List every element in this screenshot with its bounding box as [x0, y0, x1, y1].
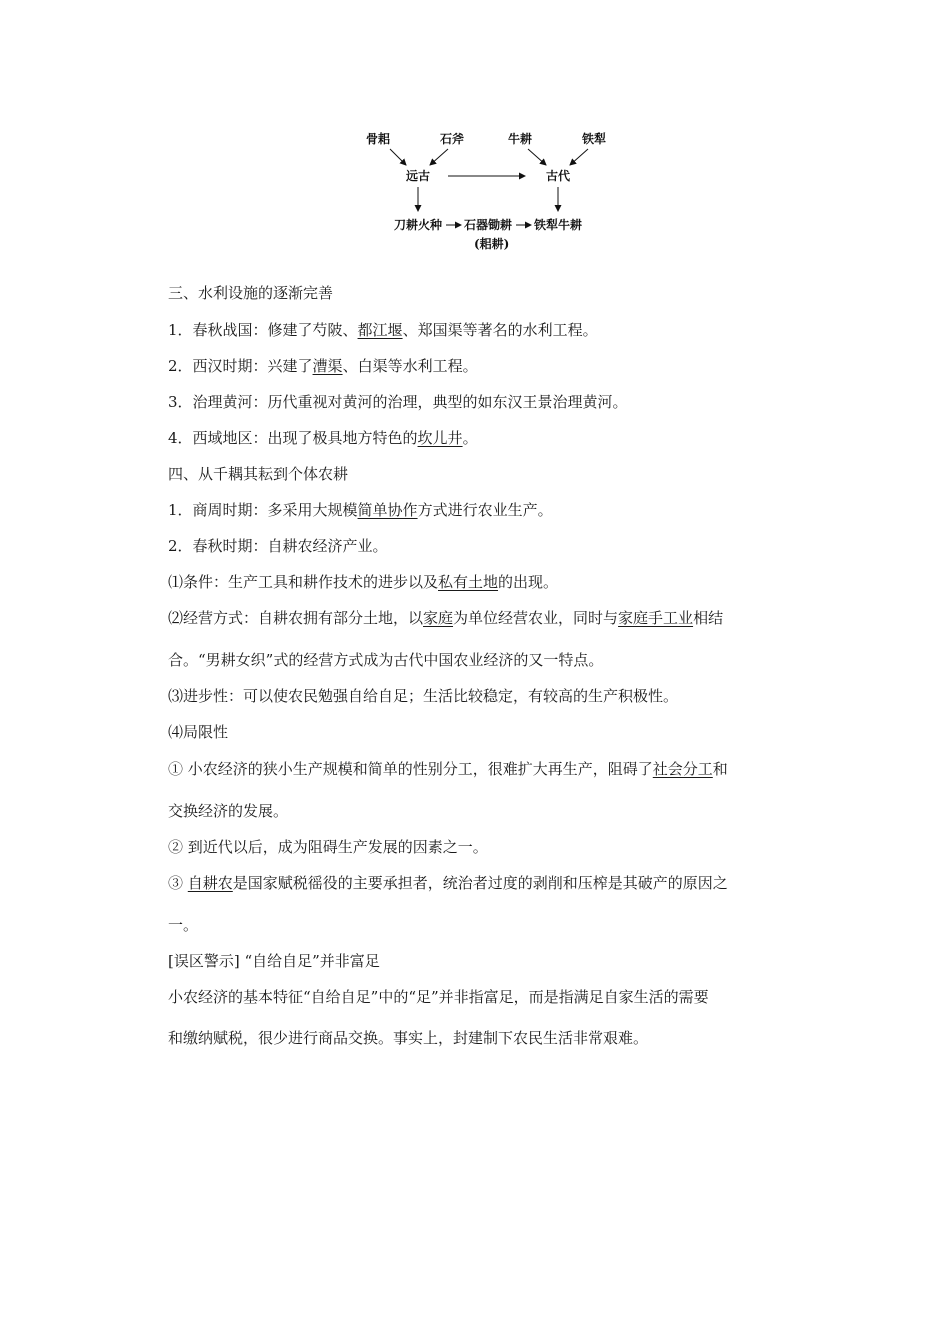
stage-slash-burn: 刀耕火种 — [394, 218, 443, 232]
answer-family-handicraft: 家庭手工业 — [618, 609, 694, 627]
era-antiquity: 古代 — [546, 169, 571, 183]
s3-item-1 — [168, 320, 598, 340]
s3-item-4-tail: 。 — [462, 429, 478, 447]
s4-point-2-tail: 相结 — [693, 609, 724, 627]
s4-point-4: ⑷局限性 — [168, 723, 229, 741]
s4-point-2-cont: 合。“男耕女织”式的经营方式成为古代中国农业经济的又一特点。 — [168, 651, 604, 669]
arrow-bone-to-ancient — [390, 149, 406, 165]
s4-point-1-text: ⑴条件：生产工具和耕作技术的进步以及 — [168, 573, 439, 591]
s3-item-1-tail: 、郑国渠等著名的水利工程。 — [402, 321, 598, 339]
stage-note: (耜耕) — [474, 237, 510, 251]
section-4-heading: 四、从千耦其耘到个体农耕 — [168, 465, 349, 483]
tool-iron-plough: 铁犁 — [582, 132, 607, 146]
s3-item-3: 3．治理黄河：历代重视对黄河的治理，典型的如东汉王景治理黄河。 — [168, 393, 628, 411]
warning-text-2: 和缴纳赋税，很少进行商品交换。事实上，封建制下农民生活非常艰难。 — [168, 1029, 649, 1047]
answer-family: 家庭 — [423, 609, 454, 627]
s4-point-2-mid: 为单位经营农业，同时与 — [453, 609, 619, 627]
answer-social-division: 社会分工 — [652, 760, 713, 778]
stage-stone-hoe: 石器锄耕 — [464, 218, 513, 232]
arrow-stone-to-ancient — [430, 149, 448, 165]
s3-item-4 — [168, 428, 478, 448]
warning-title: [误区警示] “自给自足”并非富足 — [168, 952, 380, 970]
s4-point-2 — [168, 608, 723, 628]
s4-point-3: ⑶进步性：可以使农民勉强自给自足；生活比较稳定，有较高的生产积极性。 — [168, 687, 679, 705]
answer-dujiangyan: 都江堰 — [357, 321, 403, 339]
s3-item-4-text: 4．西域地区：出现了极具地方特色的 — [168, 429, 418, 447]
answer-caoqu: 漕渠 — [312, 357, 343, 375]
s3-item-1-text: 1．春秋战国：修建了芍陂、 — [168, 321, 358, 339]
s4-point-2-text: ⑵经营方式：自耕农拥有部分土地，以 — [168, 609, 424, 627]
answer-private-land: 私有土地 — [438, 573, 499, 591]
limitation-3-text: 是国家赋税徭役的主要承担者，统治者过度的剥削和压榨是其破产的原因之 — [232, 874, 728, 892]
limitation-3-cont: 一。 — [168, 916, 199, 934]
era-remote-antiquity: 远古 — [406, 169, 431, 183]
arrow-iron-to-antiquity — [570, 149, 588, 165]
s4-point-1-tail: 的出现。 — [498, 573, 559, 591]
s3-item-2-tail: 、白渠等水利工程。 — [342, 357, 478, 375]
s4-item-2: 2．春秋时期：自耕农经济产业。 — [168, 537, 388, 555]
tool-stone-axe: 石斧 — [440, 132, 465, 146]
s4-point-1 — [168, 572, 558, 592]
diagram-svg — [360, 125, 607, 260]
limitation-1-text: ① 小农经济的狭小生产规模和简单的性别分工，很难扩大再生产，阻碍了 — [168, 760, 653, 778]
stage-iron-ox: 铁犁牛耕 — [534, 218, 583, 232]
s3-item-2-text: 2．西汉时期：兴建了 — [168, 357, 313, 375]
answer-simple-cooperation: 简单协作 — [357, 501, 418, 519]
tool-bone-spade: 骨耜 — [366, 132, 391, 146]
limitation-1-cont: 交换经济的发展。 — [168, 802, 289, 820]
tool-ox-plough: 牛耕 — [508, 132, 533, 146]
limitation-2: ② 到近代以后，成为阻碍生产发展的因素之一。 — [168, 838, 488, 856]
arrow-ox-to-antiquity — [528, 149, 546, 165]
answer-self-cultivator: 自耕农 — [187, 874, 233, 892]
s4-item-1-tail: 方式进行农业生产。 — [417, 501, 553, 519]
limitation-1-tail: 和 — [712, 760, 728, 778]
limitation-3-num: ③ — [168, 874, 188, 892]
limitation-1 — [168, 759, 728, 779]
limitation-3 — [168, 873, 728, 893]
section-3-heading: 三、水利设施的逐渐完善 — [168, 284, 334, 302]
farming-evolution-diagram — [360, 125, 607, 260]
s4-item-1-text: 1．商周时期：多采用大规模 — [168, 501, 358, 519]
s3-item-2 — [168, 356, 478, 376]
answer-karez: 坎儿井 — [417, 429, 463, 447]
s4-item-1 — [168, 500, 553, 520]
warning-text-1: 小农经济的基本特征“自给自足”中的“足”并非指富足，而是指满足自家生活的需要 — [168, 988, 709, 1006]
